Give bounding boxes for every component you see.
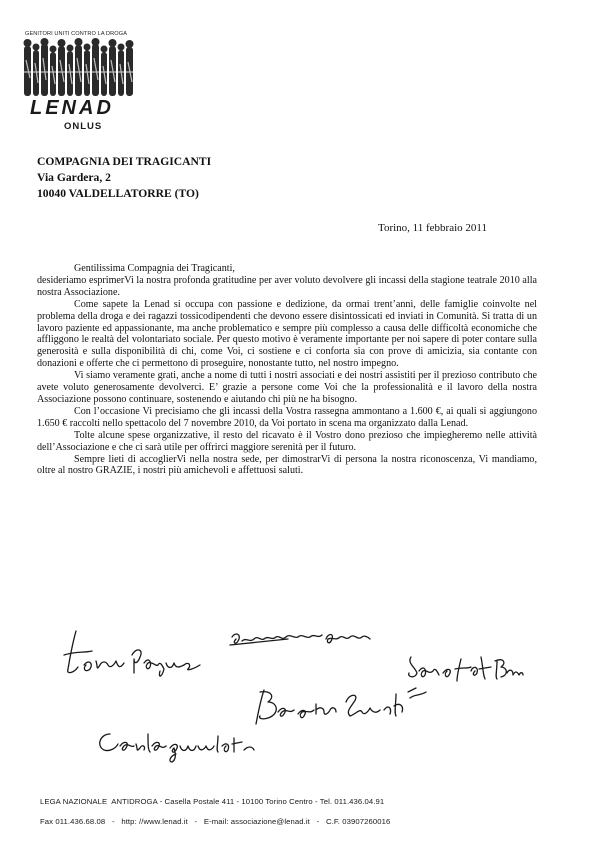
logo-tagline: GENITORI UNITI CONTRO LA DROGA [25,31,128,37]
paragraph-2: Come sapete la Lenad si occupa con passione e dedizione, da ormai trent’anni, delle famiglie coinvolte nel problema della droga e dei ragazzi tossicodipendenti che devono essere disintossicati ed inviati in Comunità. Si tratta di un lavoro paziente ed appassionante, ma anche problematico e sempre più complesso a causa delle difficoltà economiche che affliggono le realtà del volontariato sociale. Per questo motivo è veramente importante per noi sapere di poter contare sulla generosità e sulla disponibilità di chi, come Voi, ci sostiene e ci conforta sia con prove di amicizia, sia contante con donazioni e offerte che ci permettono di proseguire, nonostante tutto, nel nostro impegno. [37,298,537,370]
letter-body [37,263,537,477]
org-name-logo: LENAD [30,97,114,119]
signature-1 [62,625,207,685]
recipient-city: 10040 VALDELLATORRE (TO) [37,187,199,200]
paragraph-1: desideriamo esprimerVi la nostra profonda gratitudine per aver voluto devolvere gli incassi della stagione teatrale 2010 alla nostra Associazione. [37,274,537,298]
signature-2 [228,627,373,655]
footer-line-2: Fax 011.436.68.08 - http: //www.lenad.it - E-mail: associazione@lenad.it - C.F. 03907260016 [40,817,391,826]
paragraph-3: Vi siamo veramente grati, anche a nome di tutti i nostri associati e dei nostri assistiti per il prezioso contributo che avete voluto generosamente devolverci. E’ grazie a persone come Voi che la professionalità e il lavoro della nostra Associazione possono continuare, sostenendo e aiutando chi più ne ha bisogno. [37,370,537,405]
paragraph-6: Sempre lieti di accoglierVi nella nostra sede, per dimostrarVi di persona la nostra riconoscenza, Vi mandiamo, oltre al nostro GRAZIE, i nostri più amichevoli e affettuosi saluti. [37,453,537,477]
paragraph-4: Con l’occasione Vi precisiamo che gli incassi della Vostra rassegna ammontano a 1.600 €, ai quali si aggiungono 1.650 € raccolti nello spettacolo del 7 novembre 2010, da Voi portato in scena ma organizzato dalla Lenad. [37,405,537,429]
letter-date: Torino, 11 febbraio 2011 [378,222,488,234]
recipient-street: Via Gardera, 2 [37,171,111,184]
salutation: Gentilissima Compagnia dei Tragicanti, [74,263,235,274]
recipient-name: COMPAGNIA DEI TRAGICANTI [37,155,212,168]
signature-5 [92,724,267,764]
lenad-logo-people-icon [22,38,140,100]
signature-3 [405,647,525,687]
org-subtitle: ONLUS [64,121,103,132]
footer-line-1: LEGA NAZIONALE ANTIDROGA - Casella Postale 411 - 10100 Torino Centro - Tel. 011.436.04.91 [40,797,385,806]
signature-4 [250,684,430,732]
paragraph-5: Tolte alcune spese organizzative, il resto del ricavato è il Vostro dono prezioso che impiegheremo nelle attività dell’Associazione e che ci sarà utile per offrirci maggiore serenità per il futuro. [37,429,537,453]
